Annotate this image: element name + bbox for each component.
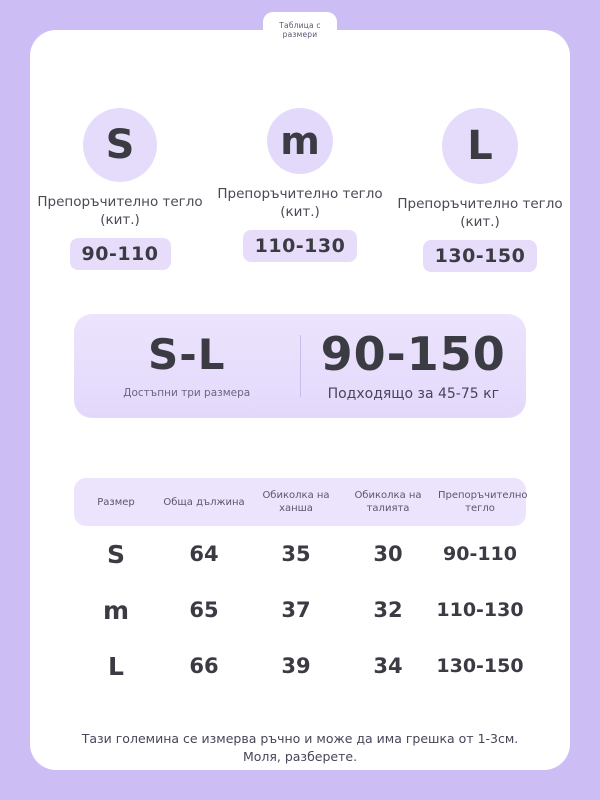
size-circle-m [267, 108, 333, 174]
banner-weight-range-value: 90-150 [320, 327, 506, 382]
summary-banner [74, 314, 526, 418]
banner-size-range-value: S-L [148, 330, 226, 380]
table-header-waist: Обиколка на талията [354, 490, 422, 514]
table-header-weight: Препоръчително тегло [438, 490, 528, 514]
table-header-hip: Обиколка на ханша [262, 490, 330, 514]
size-label-s: Препоръчително тегло (кит.) [37, 194, 203, 228]
table-row [74, 638, 526, 694]
cell-hip: 37 [281, 598, 311, 622]
size-weight-chip-m: 110-130 [243, 230, 358, 262]
cell-length: 66 [189, 654, 219, 678]
cell-waist: 30 [373, 542, 403, 566]
banner-weight-range-caption: Подходящо за 45-75 кг [327, 385, 499, 402]
measurements-table [74, 478, 526, 694]
size-chart-tab-label: Таблица с размери [279, 20, 321, 39]
size-label-l: Препоръчително тегло (кит.) [397, 196, 563, 230]
table-header-row [74, 478, 526, 526]
cell-waist: 32 [373, 598, 403, 622]
banner-size-range-caption: Достъпни три размера [123, 386, 251, 399]
size-chart-tab[interactable] [263, 12, 337, 48]
table-row [74, 582, 526, 638]
size-weight-chip-l: 130-150 [423, 240, 538, 272]
table-header-size: Размер [97, 496, 135, 508]
size-chart-card [30, 30, 570, 770]
cell-size: L [108, 651, 124, 681]
size-circle-l [442, 108, 518, 184]
size-label-m: Препоръчително тегло (кит.) [217, 186, 383, 220]
size-letter-m: m [280, 119, 320, 163]
cell-length: 64 [189, 542, 219, 566]
table-row [74, 526, 526, 582]
size-column-l [390, 108, 570, 272]
cell-size: m [102, 595, 130, 625]
cell-hip: 35 [281, 542, 311, 566]
cell-waist: 34 [373, 654, 403, 678]
cell-size: S [106, 539, 125, 569]
size-letter-l: L [467, 123, 493, 169]
size-letter-s: S [105, 122, 135, 168]
table-header-length: Обща дължина [163, 496, 245, 508]
size-column-s [30, 108, 210, 270]
measurement-disclaimer: Тази големина се измерва ръчно и може да има грешка от 1-3см. Моля, разберете. [81, 731, 519, 764]
cell-weight: 130-150 [436, 655, 524, 677]
size-circle-s [83, 108, 157, 182]
size-circles-row [30, 108, 570, 272]
cell-length: 65 [189, 598, 219, 622]
cell-weight: 110-130 [436, 599, 524, 621]
size-weight-chip-s: 90-110 [70, 238, 171, 270]
banner-weight-range [301, 327, 527, 402]
banner-size-range [74, 330, 300, 399]
cell-weight: 90-110 [443, 543, 517, 565]
cell-hip: 39 [281, 654, 311, 678]
size-column-m [210, 108, 390, 262]
